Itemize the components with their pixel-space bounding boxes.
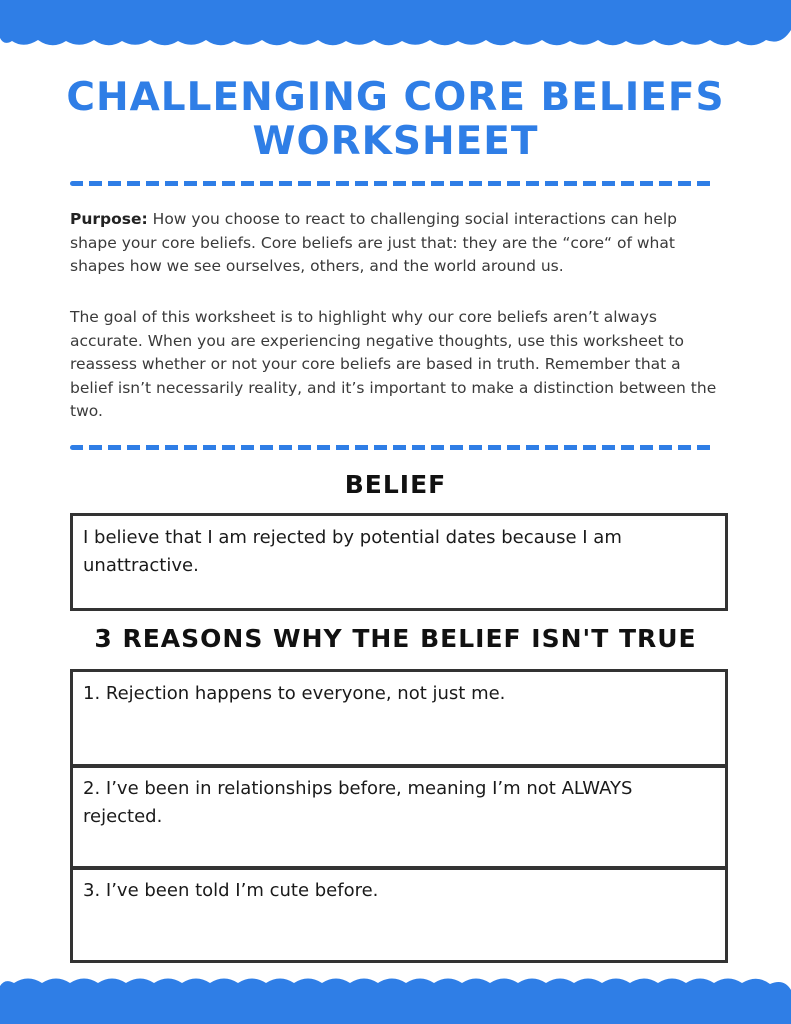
- dashed-divider-top: [70, 181, 712, 186]
- reason-box-1[interactable]: [70, 669, 728, 768]
- reason-text-2: 2. I’ve been in relationships before, meaning I’m not ALWAYS rejected.: [83, 778, 633, 827]
- reasons-heading: 3 REASONS WHY THE BELIEF ISN'T TRUE: [94, 624, 697, 653]
- bottom-cloud-border: [0, 968, 791, 1024]
- title-line-2: WORKSHEET: [252, 119, 539, 164]
- purpose-text: How you choose to react to challenging social interactions can help shape your core beliefs. Core beliefs are just that: they are the “core“ of what shapes how we see ourselves, others, and the world around us.: [70, 210, 678, 275]
- reason-box-3[interactable]: [70, 866, 728, 963]
- belief-text: I believe that I am rejected by potential dates because I am unattractive.: [83, 527, 622, 576]
- reason-text-1: 1. Rejection happens to everyone, not just me.: [83, 683, 506, 704]
- reason-box-2[interactable]: [70, 764, 728, 870]
- belief-box[interactable]: [70, 513, 728, 611]
- reason-text-3: 3. I’ve been told I’m cute before.: [83, 880, 379, 901]
- purpose-paragraph: [70, 208, 720, 279]
- belief-heading: BELIEF: [344, 470, 447, 499]
- top-cloud-border: [0, 0, 791, 60]
- dashed-divider-middle: [70, 445, 712, 450]
- purpose-label: Purpose:: [70, 210, 148, 228]
- worksheet-title: [0, 76, 791, 164]
- title-line-1: CHALLENGING CORE BELIEFS: [66, 75, 725, 120]
- goal-paragraph: The goal of this worksheet is to highlight why our core beliefs aren’t always accurate. When you are experiencing negative thoughts, use this worksheet to reassess whether or not your core beliefs are based in truth. Remember that a belief isn’t necessarily reality, and it’s important to make a distinction between the two.: [70, 308, 717, 420]
